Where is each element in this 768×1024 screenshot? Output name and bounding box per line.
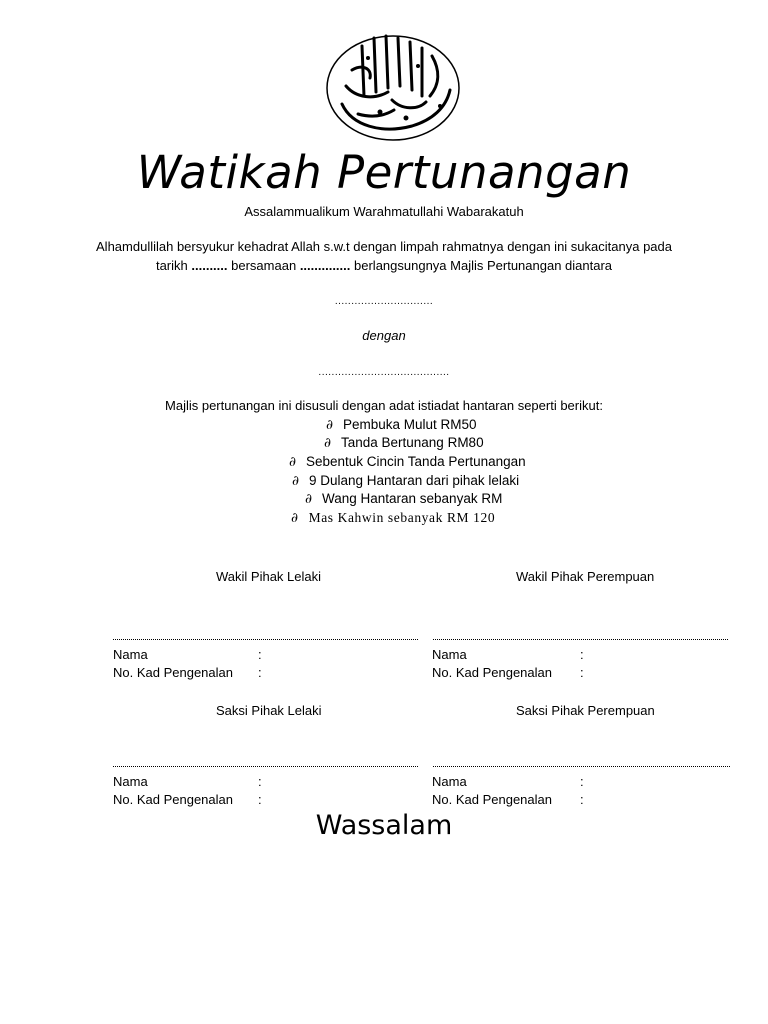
wakil-lelaki-signature-line bbox=[113, 639, 418, 640]
hijri-date-blank: .............. bbox=[299, 258, 351, 273]
list-item: ∂ Wang Hantaran sebanyak RM bbox=[305, 491, 503, 507]
wakil-perempuan-signature-line bbox=[433, 639, 728, 640]
saksi-lelaki-ic-colon: : bbox=[258, 792, 262, 807]
bullet-icon: ∂ bbox=[324, 435, 331, 451]
saksi-perempuan-label: Saksi Pihak Perempuan bbox=[516, 703, 655, 718]
bullet-icon: ∂ bbox=[326, 417, 333, 433]
date-blank: .......... bbox=[191, 258, 228, 273]
wakil-lelaki-nama-colon: : bbox=[258, 647, 262, 662]
intro-paragraph bbox=[0, 237, 768, 275]
saksi-perempuan-ic-label: No. Kad Pengenalan bbox=[432, 792, 552, 807]
bismillah-calligraphy-seal bbox=[322, 26, 464, 144]
wakil-lelaki-nama-label: Nama bbox=[113, 647, 148, 662]
intro-line-1: Alhamdullilah bersyukur kehadrat Allah s.w.t dengan limpah rahmatnya dengan ini sukacitanya pada bbox=[96, 239, 672, 254]
wakil-lelaki-label: Wakil Pihak Lelaki bbox=[216, 569, 322, 584]
list-item: ∂ Mas Kahwin sebanyak RM 120 bbox=[291, 510, 496, 526]
party-2-blank: ........................................ bbox=[318, 367, 450, 378]
saksi-perempuan-nama-label: Nama bbox=[432, 774, 467, 789]
bullet-icon: ∂ bbox=[289, 454, 296, 470]
bullet-icon: ∂ bbox=[305, 491, 312, 507]
saksi-lelaki-nama-label: Nama bbox=[113, 774, 148, 789]
saksi-lelaki-nama-colon: : bbox=[258, 774, 262, 789]
majlis-text: Majlis pertunangan ini disusuli dengan adat istiadat hantaran seperti berikut: bbox=[165, 398, 603, 413]
list-item: ∂ Tanda Bertunang RM80 bbox=[324, 435, 484, 451]
wakil-perempuan-nama-label: Nama bbox=[432, 647, 467, 662]
saksi-perempuan-ic-colon: : bbox=[580, 792, 584, 807]
wakil-perempuan-nama-colon: : bbox=[580, 647, 584, 662]
wakil-perempuan-ic-label: No. Kad Pengenalan bbox=[432, 665, 552, 680]
dengan-label: dengan bbox=[362, 328, 406, 343]
bullet-icon: ∂ bbox=[291, 510, 299, 526]
list-item: ∂ Sebentuk Cincin Tanda Pertunangan bbox=[289, 454, 526, 470]
saksi-lelaki-label: Saksi Pihak Lelaki bbox=[216, 703, 322, 718]
wakil-lelaki-ic-colon: : bbox=[258, 665, 262, 680]
document-title: Watikah Pertunangan bbox=[136, 146, 632, 199]
saksi-lelaki-signature-line bbox=[113, 766, 418, 767]
intro-line-2 bbox=[0, 256, 768, 275]
party-1-blank: .............................. bbox=[334, 296, 434, 307]
wakil-perempuan-ic-colon: : bbox=[580, 665, 584, 680]
saksi-perempuan-signature-line bbox=[433, 766, 730, 767]
wakil-lelaki-ic-label: No. Kad Pengenalan bbox=[113, 665, 233, 680]
saksi-perempuan-nama-colon: : bbox=[580, 774, 584, 789]
list-item: ∂ 9 Dulang Hantaran dari pihak lelaki bbox=[292, 473, 520, 489]
intro-bersamaan-label: bersamaan bbox=[231, 258, 297, 273]
closing-wassalam: Wassalam bbox=[315, 810, 453, 841]
list-item: ∂ Pembuka Mulut RM50 bbox=[326, 417, 477, 433]
intro-tarikh-label: tarikh bbox=[155, 258, 188, 273]
bullet-icon: ∂ bbox=[292, 473, 299, 489]
saksi-lelaki-ic-label: No. Kad Pengenalan bbox=[113, 792, 233, 807]
wakil-perempuan-label: Wakil Pihak Perempuan bbox=[516, 569, 655, 584]
intro-suffix: berlangsungnya Majlis Pertunangan diantara bbox=[354, 258, 613, 273]
greeting: Assalammualikum Warahmatullahi Wabarakatuh bbox=[244, 204, 524, 219]
